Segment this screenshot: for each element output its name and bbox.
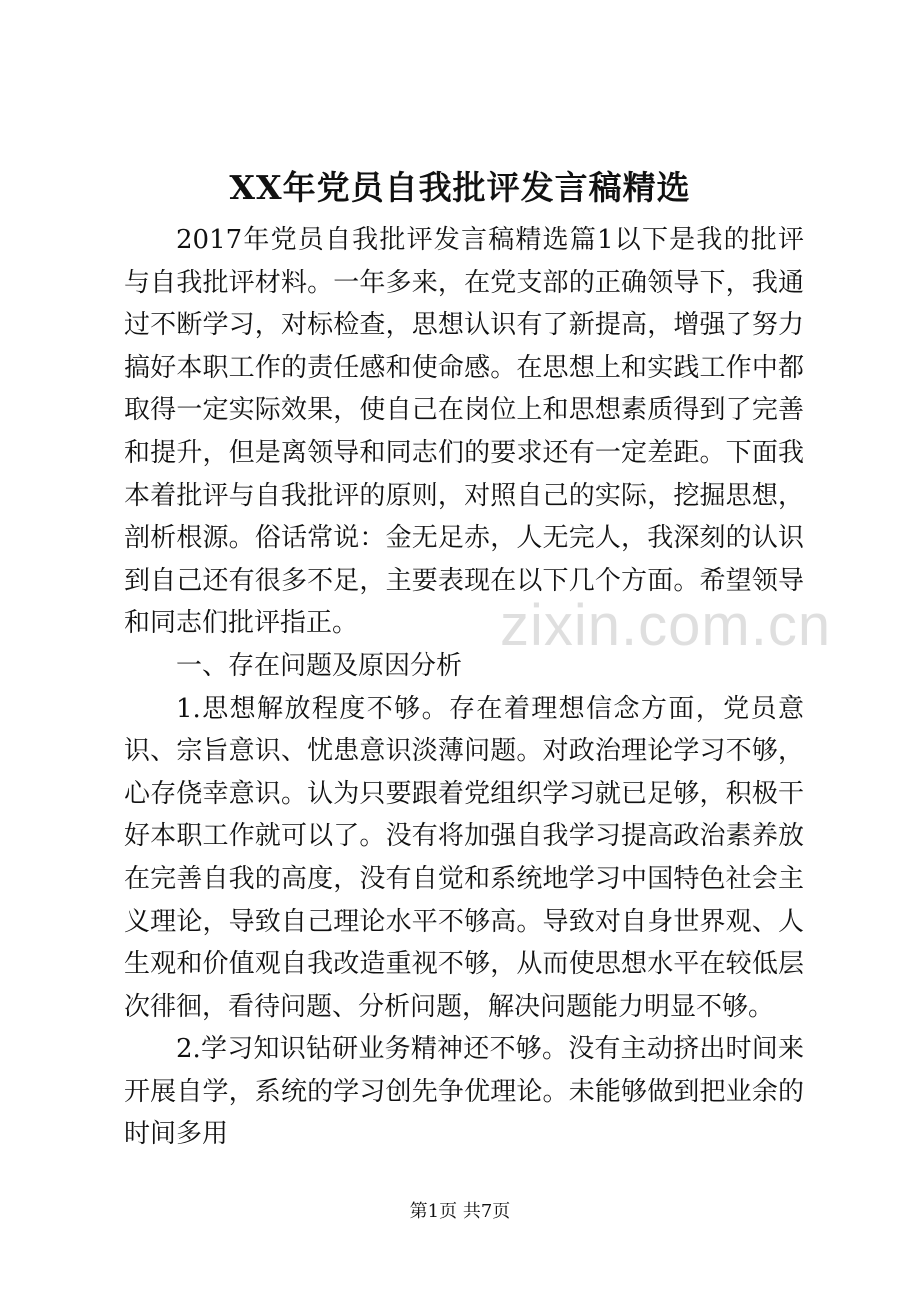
document-title: XX年党员自我批评发言稿精选 xyxy=(229,168,691,207)
section-heading: 一、存在问题及原因分析 xyxy=(176,650,463,681)
paragraph-point-1: 1.思想解放程度不够。存在着理想信念方面，党员意识、宗旨意识、忧患意识淡薄问题。对政治理论学习不够，心存侥幸意识。认为只要跟着党组织学习就已足够，积极干好本职工作就可以了。没有将加强自我学习提高政治素养放在完善自我的高度，没有自觉和系统地学习中国特色社会主义理论，导致自己理论水平不够高。导致对自身世界观、人生观和价值观自我改造重视不够，从而使思想水平在较低层次徘徊，看待问题、分析问题，解决问题能力明显不够。 xyxy=(124,693,804,1022)
paragraph-point-2: 2.学习知识钻研业务精神还不够。没有主动挤出时间来开展自学，系统的学习创先争优理论。未能够做到把业余的时间多用 xyxy=(124,1034,804,1150)
paragraph-intro: 2017年党员自我批评发言稿精选篇1以下是我的批评与自我批评材料。一年多来，在党支部的正确领导下，我通过不断学习，对标检查，思想认识有了新提高，增强了努力搞好本职工作的责任感和使命感。在思想上和实践工作中都取得一定实际效果，使自己在岗位上和思想素质得到了完善和提升，但是离领导和同志们的要求还有一定差距。下面我本着批评与自我批评的原则，对照自己的实际，挖掘思想，剖析根源。俗话常说：金无足赤，人无完人，我深刻的认识到自己还有很多不足，主要表现在以下几个方面。希望领导和同志们批评指正。 xyxy=(124,225,804,639)
document-body xyxy=(124,219,804,1156)
watermark: zixin.com.cn xyxy=(500,593,832,658)
page-footer: 第1页 共7页 xyxy=(409,1201,511,1222)
